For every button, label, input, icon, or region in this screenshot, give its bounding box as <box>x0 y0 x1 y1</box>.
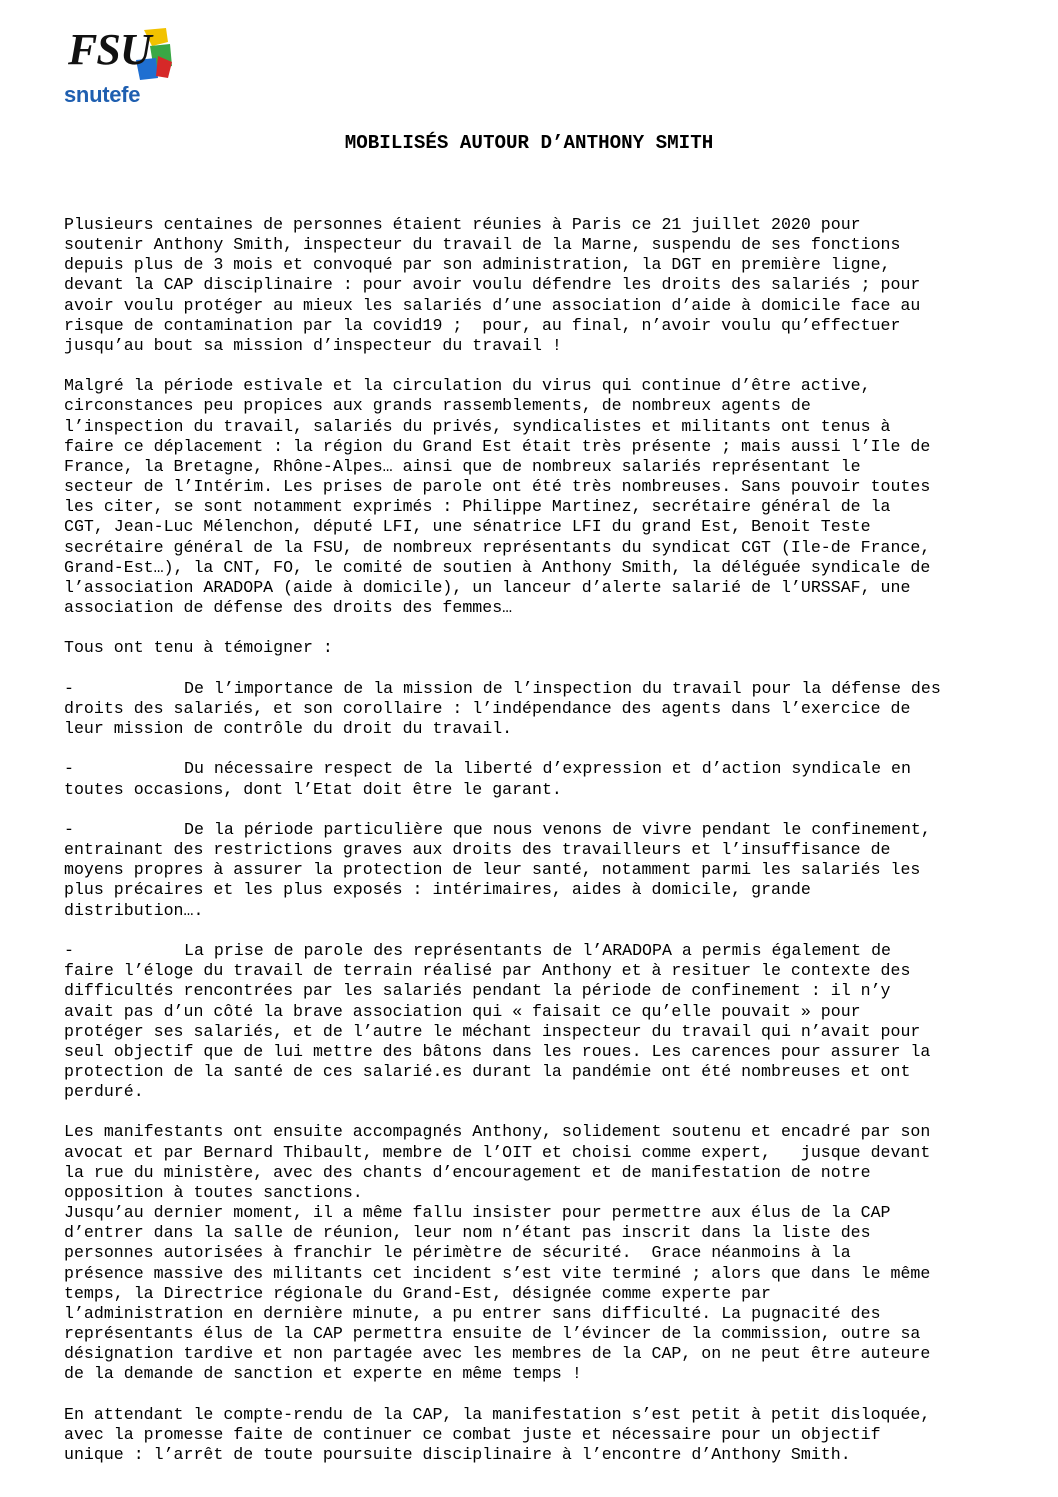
body-line: En attendant le compte-rendu de la CAP, la manifestation s’est petit à petit disloquée, <box>64 1405 931 1424</box>
body-line: opposition à toutes sanctions. <box>64 1183 363 1202</box>
body-line: France, la Bretagne, Rhône-Alpes… ainsi que de nombreux salariés représentant le <box>64 457 861 476</box>
body-line: Jusqu’au dernier moment, il a même fallu insister pour permettre aux élus de la CAP <box>64 1203 891 1222</box>
body-line: de la demande de sanction et experte en même temps ! <box>64 1364 582 1383</box>
body-line: avec la promesse faite de continuer ce combat juste et nécessaire pour un objectif <box>64 1425 881 1444</box>
bullet-line: De la période particulière que nous venons de vivre pendant le confinement, <box>184 820 931 839</box>
body-line: Tous ont tenu à témoigner : <box>64 638 333 657</box>
bullet-line: Du nécessaire respect de la liberté d’expression et d’action syndicale en <box>184 759 911 778</box>
body-line: Malgré la période estivale et la circulation du virus qui continue d’être active, <box>64 376 871 395</box>
body-line: secteur de l’Intérim. Les prises de parole ont été très nombreuses. Sans pouvoir toutes <box>64 477 931 496</box>
body-line: avocat et par Bernard Thibault, membre de l’OIT et choisi comme expert, jusque devant <box>64 1143 931 1162</box>
bullet-line: De l’importance de la mission de l’inspection du travail pour la défense des <box>184 679 941 698</box>
body-line: risque de contamination par la covid19 ; pour, au final, n’avoir voulu qu’effectuer <box>64 316 901 335</box>
body-line: temps, la Directrice régionale du Grand-Est, désignée comme experte par <box>64 1284 772 1303</box>
body-line: l’inspection du travail, salariés du privés, syndicalistes et militants ont tenus à <box>64 417 891 436</box>
bullet-line: La prise de parole des représentants de l’ARADOPA a permis également de <box>184 941 892 960</box>
body-line: l’association ARADOPA (aide à domicile), un lanceur d’alerte salarié de l’URSSAF, une <box>64 578 911 597</box>
bullet-marker: - <box>64 941 74 960</box>
body-line: moyens propres à assurer la protection de leur santé, notamment parmi les salariés les <box>64 860 921 879</box>
body-line: avait pas d’un côté la brave association qui « faisait ce qu’elle pouvait » pour <box>64 1002 861 1021</box>
body-line: toutes occasions, dont l’Etat doit être le garant. <box>64 780 562 799</box>
bullet-marker: - <box>64 679 74 698</box>
logo-snutefe-text: snutefe <box>64 82 141 107</box>
body-line: plus précaires et les plus exposés : intérimaires, aides à domicile, grande <box>64 880 811 899</box>
body-line: faire l’éloge du travail de terrain réalisé par Anthony et à resituer le contexte des <box>64 961 911 980</box>
body-line: depuis plus de 3 mois et convoqué par son administration, la DGT en première ligne, <box>64 255 891 274</box>
body-line: perduré. <box>64 1082 144 1101</box>
fsu-snutefe-logo <box>62 22 174 118</box>
body-line: unique : l’arrêt de toute poursuite disciplinaire à l’encontre d’Anthony Smith. <box>64 1445 851 1464</box>
body-line: difficultés rencontrées par les salariés pendant la période de confinement : il n’y <box>64 981 891 1000</box>
body-line: secrétaire général de la FSU, de nombreux représentants du syndicat CGT (Ile-de France, <box>64 538 931 557</box>
body-line: leur mission de contrôle du droit du travail. <box>64 719 513 738</box>
body-line: personnes autorisées à franchir le périmètre de sécurité. Grace néanmoins à la <box>64 1243 851 1262</box>
body-line: Les manifestants ont ensuite accompagnés Anthony, solidement soutenu et encadré par son <box>64 1122 931 1141</box>
body-line: protéger ses salariés, et de l’autre le méchant inspecteur du travail qui n’avait pour <box>64 1022 921 1041</box>
body-line: distribution…. <box>64 901 204 920</box>
body-line: présence massive des militants cet incident s’est vite terminé ; alors que dans le même <box>64 1264 931 1283</box>
body-line: CGT, Jean-Luc Mélenchon, député LFI, une sénatrice LFI du grand Est, Benoit Teste <box>64 517 871 536</box>
body-line: jusqu’au bout sa mission d’inspecteur du travail ! <box>64 336 562 355</box>
body-line: la rue du ministère, avec des chants d’encouragement et de manifestation de notre <box>64 1163 871 1182</box>
document-title: MOBILISÉS AUTOUR D’ANTHONY SMITH <box>344 132 714 154</box>
body-line: entrainant des restrictions graves aux droits des travailleurs et l’insuffisance de <box>64 840 891 859</box>
body-line: représentants élus de la CAP permettra ensuite de l’évincer de la commission, outre sa <box>64 1324 921 1343</box>
body-line: désignation tardive et non partagée avec les membres de la CAP, on ne peut être auteure <box>64 1344 931 1363</box>
bullet-marker: - <box>64 820 74 839</box>
body-line: protection de la santé de ces salarié.es durant la pandémie ont été nombreuses et ont <box>64 1062 911 1081</box>
body-line: association de défense des droits des femmes… <box>64 598 513 617</box>
body-line: Grand-Est…), la CNT, FO, le comité de soutien à Anthony Smith, la déléguée syndicale de <box>64 558 931 577</box>
body-line: soutenir Anthony Smith, inspecteur du travail de la Marne, suspendu de ses fonctions <box>64 235 901 254</box>
body-line: les citer, se sont notamment exprimés : Philippe Martinez, secrétaire général de la <box>64 497 891 516</box>
body-line: circonstances peu propices aux grands rassemblements, de nombreux agents de <box>64 396 811 415</box>
body-line: l’administration en dernière minute, a pu entrer sans difficulté. La pugnacité des <box>64 1304 881 1323</box>
body-line: droits des salariés, et son corollaire : l’indépendance des agents dans l’exercice de <box>64 699 911 718</box>
body-line: avoir voulu protéger au mieux les salariés d’une association d’aide à domicile face au <box>64 296 921 315</box>
bullet-marker: - <box>64 759 74 778</box>
body-line: Plusieurs centaines de personnes étaient réunies à Paris ce 21 juillet 2020 pour <box>64 215 861 234</box>
body-line: faire ce déplacement : la région du Grand Est était très présente ; mais aussi l’Ile de <box>64 437 931 456</box>
logo-fsu-text: FSU <box>68 25 151 74</box>
body-line: seul objectif que de lui mettre des bâtons dans les roues. Les carences pour assurer la <box>64 1042 931 1061</box>
body-line: d’entrer dans la salle de réunion, leur nom n’étant pas inscrit dans la liste des <box>64 1223 871 1242</box>
body-line: devant la CAP disciplinaire : pour avoir voulu défendre les droits des salariés ; pour <box>64 275 921 294</box>
